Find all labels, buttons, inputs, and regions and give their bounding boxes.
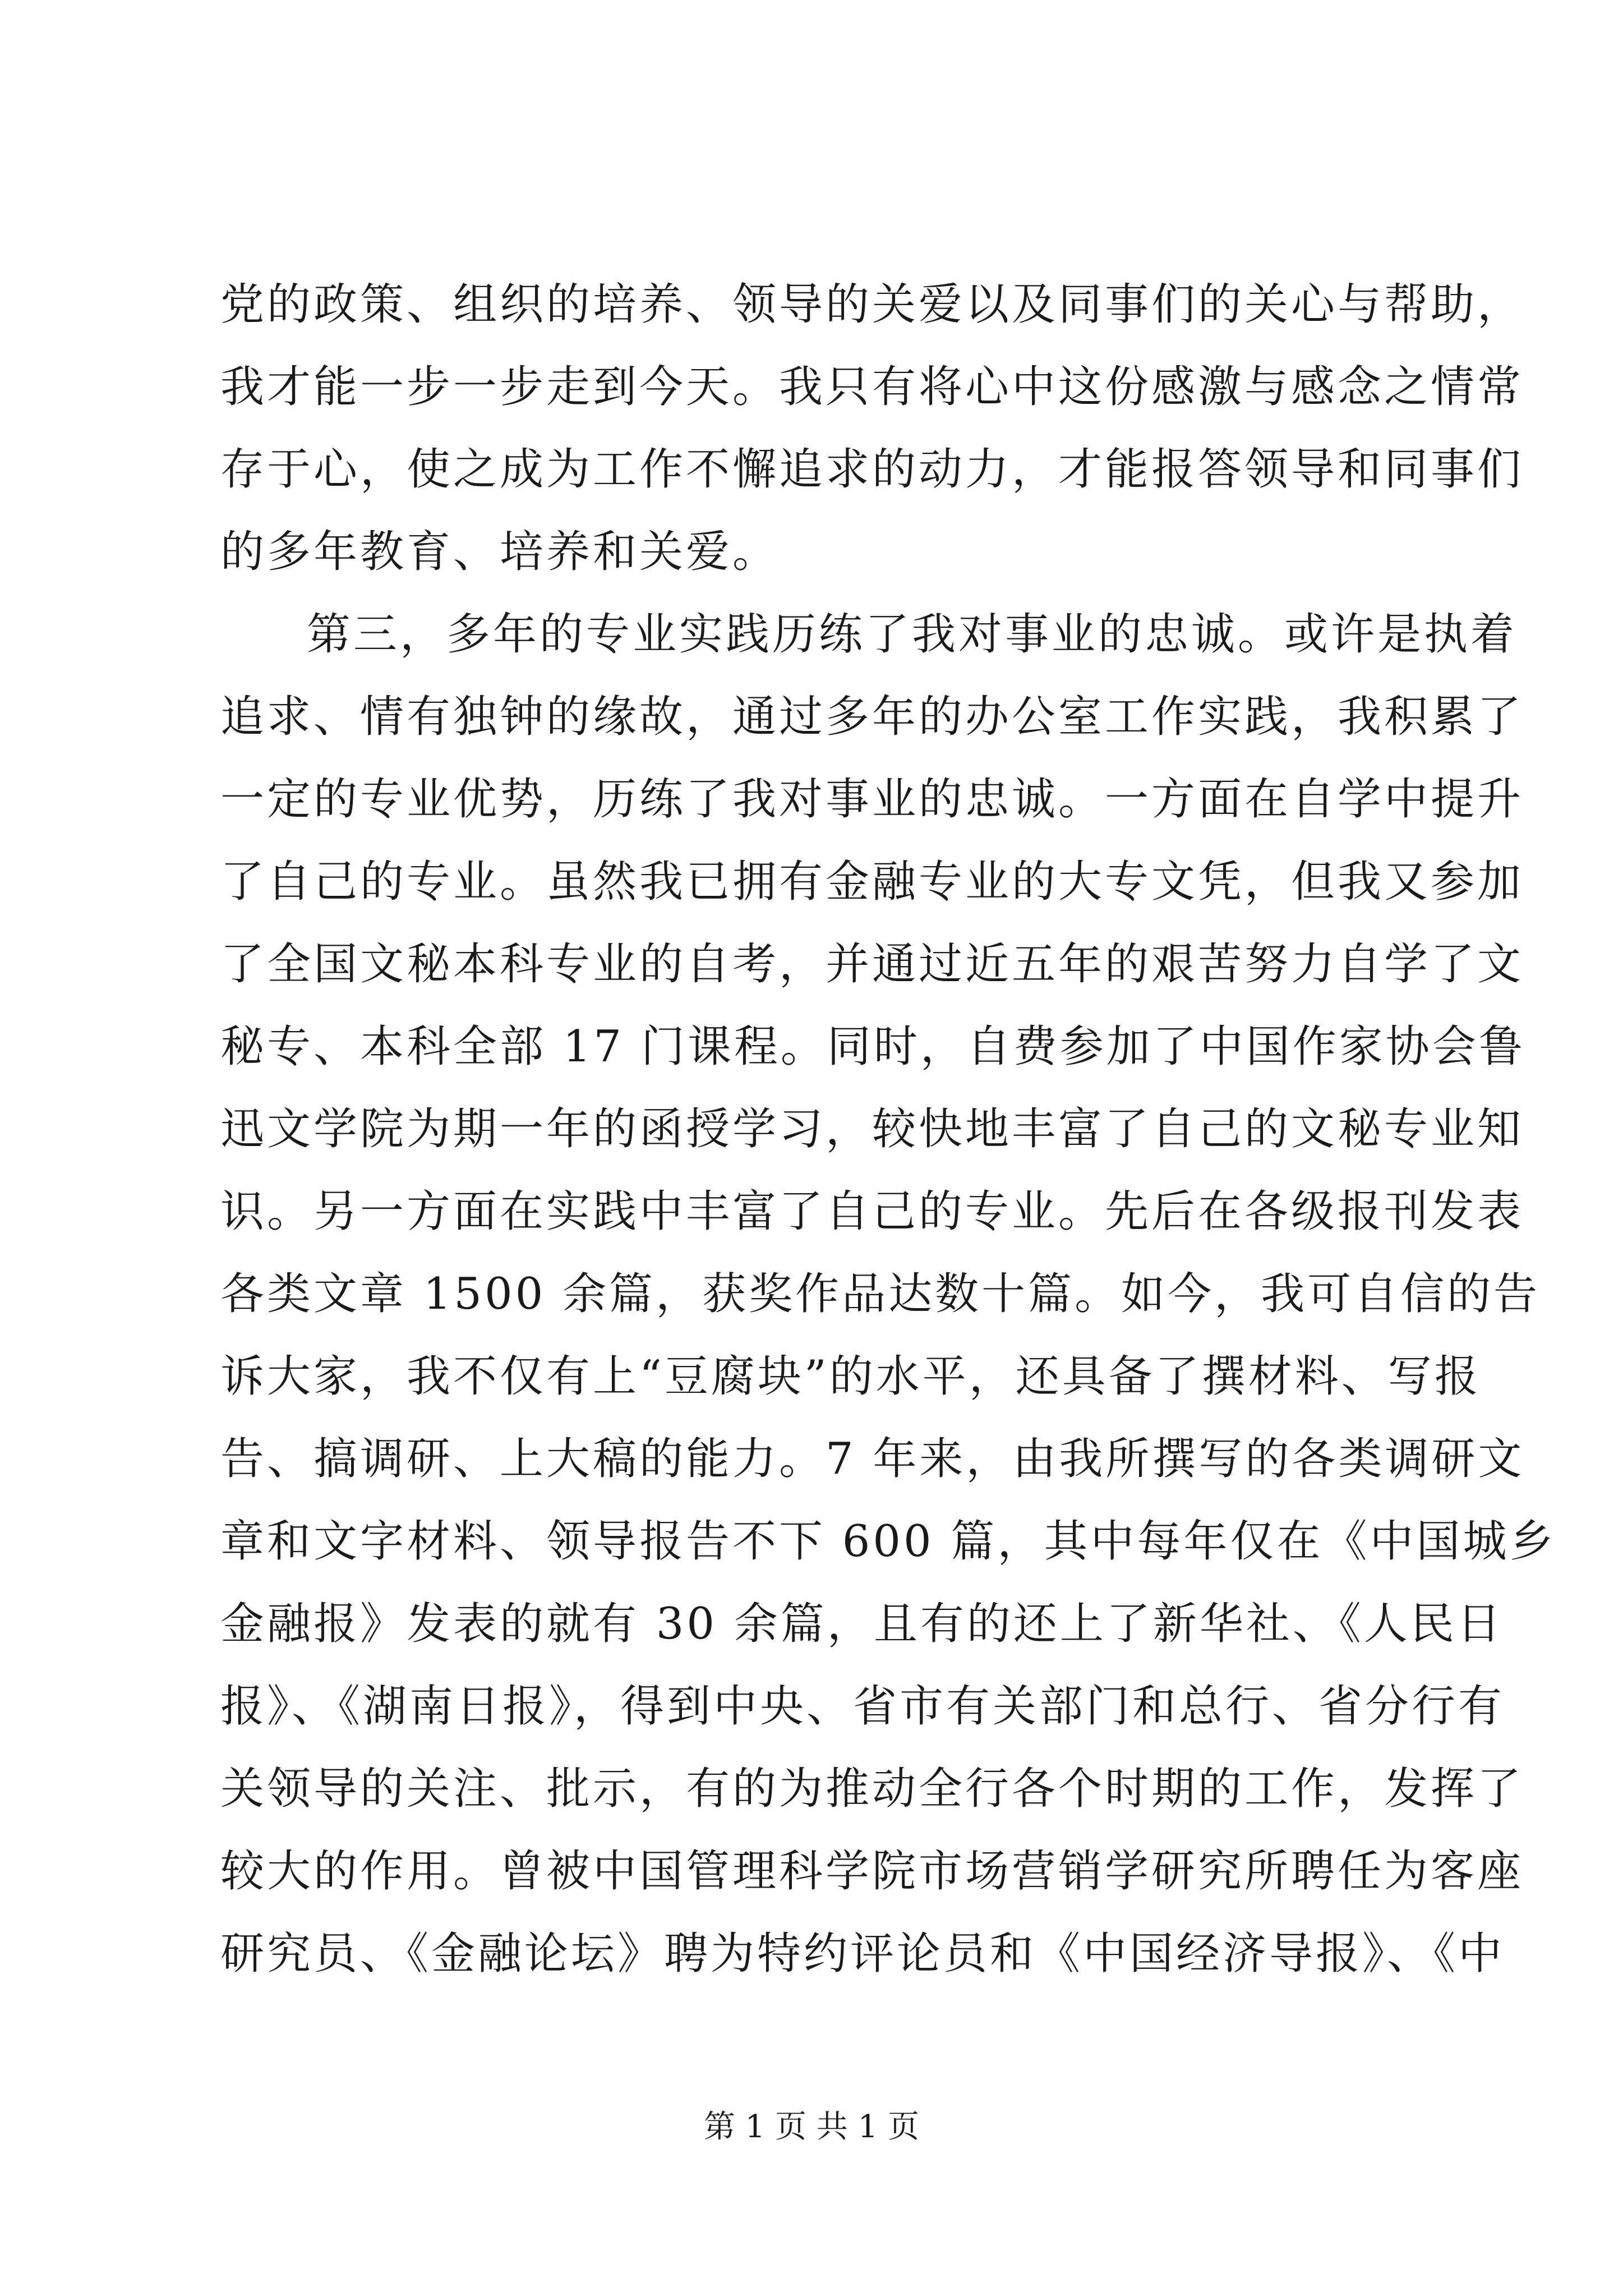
document-body (220, 264, 1556, 1995)
text-line: 了自己的专业。虽然我已拥有金融专业的大专文凭，但我又参加 (220, 857, 1524, 907)
text-line: 研究员、《金融论坛》聘为特约评论员和《中国经济导报》、《中 (220, 1929, 1505, 1979)
text-line: 各类文章 1500 余篇，获奖作品达数十篇。如今，我可自信的告 (220, 1269, 1541, 1319)
text-line: 迅文学院为期一年的函授学习，较快地丰富了自己的文秘专业知 (220, 1104, 1524, 1154)
text-line: 告、搞调研、上大稿的能力。7 年来，由我所撰写的各类调研文 (220, 1434, 1525, 1484)
text-line: 了全国文秘本科专业的自考，并通过近五年的艰苦努力自学了文 (220, 939, 1524, 990)
text-line: 秘专、本科全部 17 门课程。同时，自费参加了中国作家协会鲁 (220, 1022, 1525, 1072)
text-line: 章和文字材料、领导报告不下 600 篇，其中每年仅在《中国城乡 (220, 1516, 1556, 1567)
page-footer (0, 2105, 1623, 2150)
page-number: 第 1 页 共 1 页 (703, 2109, 920, 2145)
paragraph-first-line: 第三，多年的专业实践历练了我对事业的忠诚。或许是执着 (307, 609, 1518, 660)
text-line: 我才能一步一步走到今天。我只有将心中这份感激与感念之情常 (220, 362, 1524, 412)
text-line: 一定的专业优势，历练了我对事业的忠诚。一方面在自学中提升 (220, 774, 1524, 825)
text-line: 识。另一方面在实践中丰富了自己的专业。先后在各级报刊发表 (220, 1186, 1524, 1237)
text-line: 报》、《湖南日报》，得到中央、省市有关部门和总行、省分行有 (220, 1681, 1505, 1732)
text-line: 党的政策、组织的培养、领导的关爱以及同事们的关心与帮助， (220, 279, 1524, 330)
text-line: 的多年教育、培养和关爱。 (220, 527, 780, 577)
text-line: 关领导的关注、批示，有的为推动全行各个时期的工作，发挥了 (220, 1764, 1524, 1814)
text-line: 存于心，使之成为工作不懈追求的动力，才能报答领导和同事们 (220, 444, 1524, 495)
text-line: 诉大家，我不仅有上“豆腐块”的水平，还具备了撰材料、写报 (220, 1351, 1481, 1402)
text-line: 追求、情有独钟的缘故，通过多年的办公室工作实践，我积累了 (220, 692, 1524, 742)
text-line: 金融报》发表的就有 30 余篇，且有的还上了新华社、《人民日 (220, 1599, 1504, 1649)
text-line: 较大的作用。曾被中国管理科学院市场营销学研究所聘任为客座 (220, 1846, 1524, 1897)
